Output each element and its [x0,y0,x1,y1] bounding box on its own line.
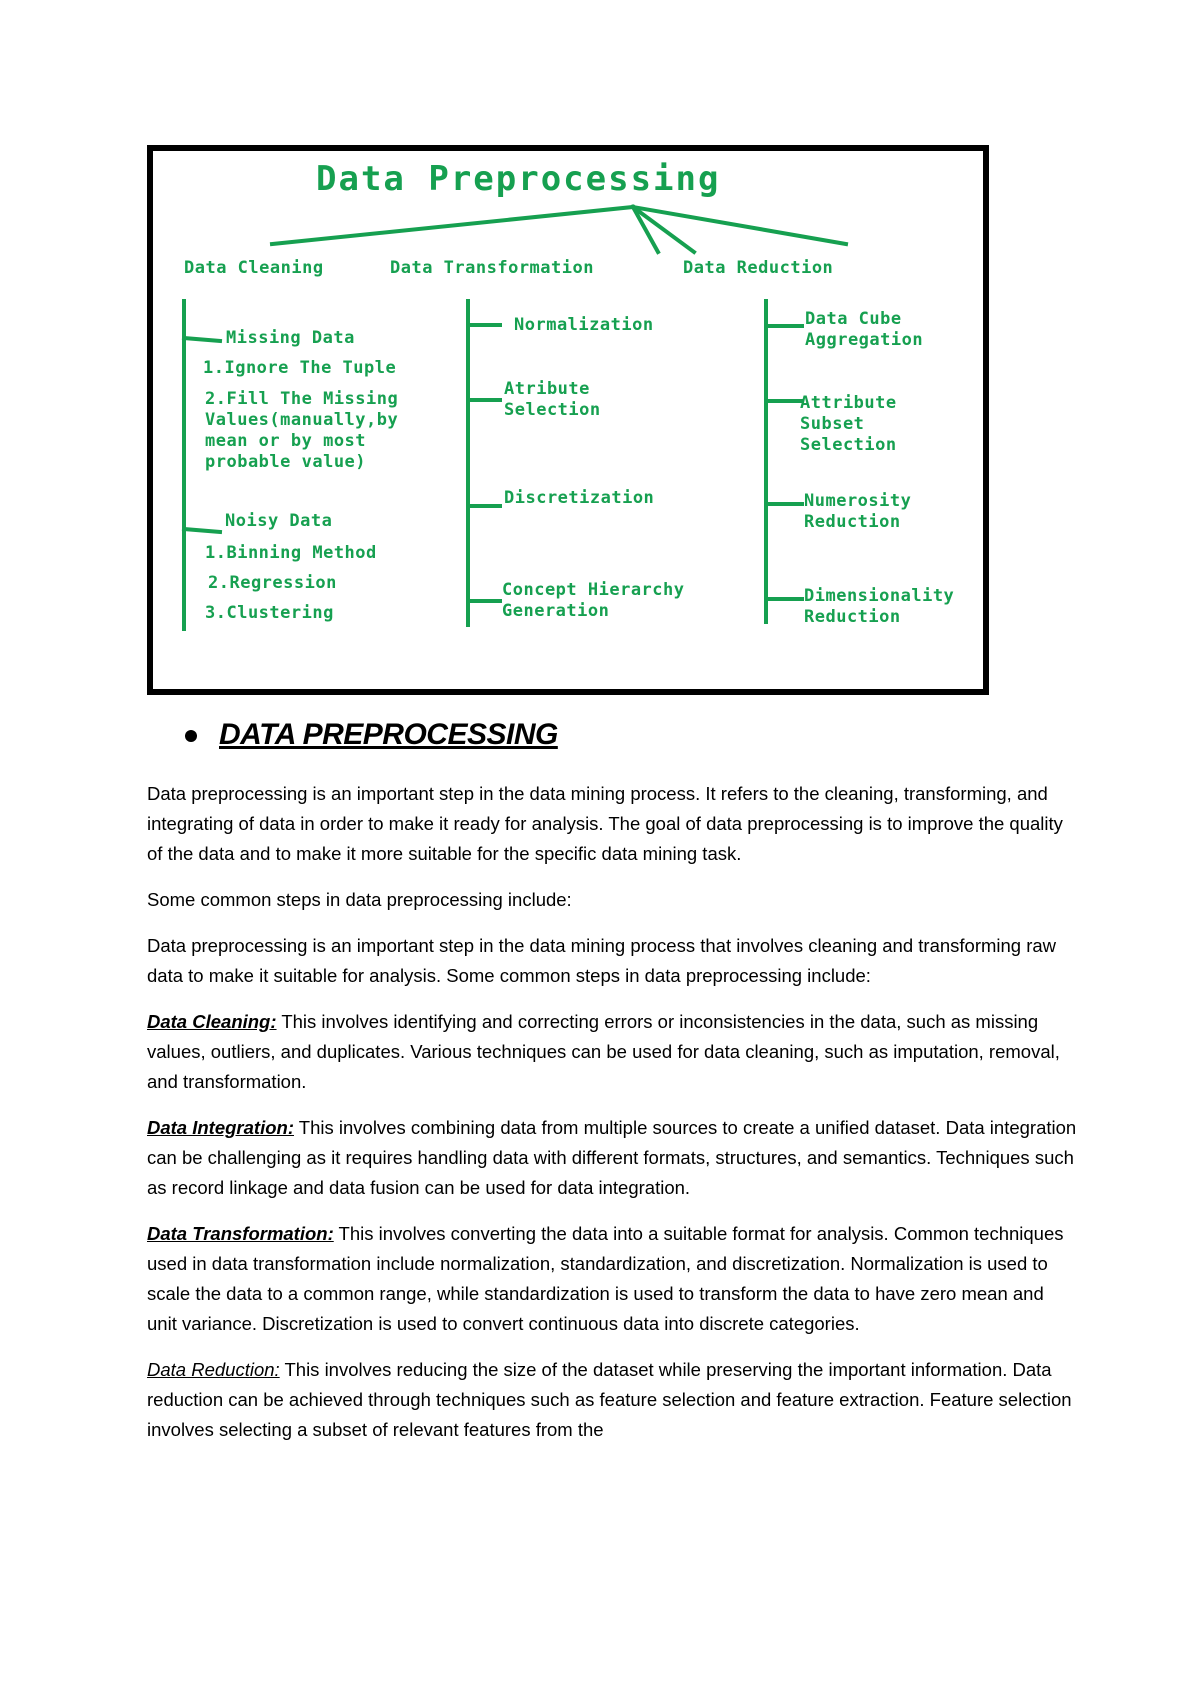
cleaning-noisy-data: Noisy Data [225,511,333,531]
connector-to-cleaning [272,207,633,244]
branch-data-reduction: Data Reduction [683,258,834,278]
transformation-attribute-selection: Atribute Selection [504,379,601,420]
text-data-transformation: This involves converting the data into a suitable format for analysis. Common techniques used in data transformation include normalization, standardization, and discretization. Normalization is used to scale the data to a common range, while standardization is used to transform the data to have zero mean and unit variance. Discretization is used to convert continuous data into discrete categories. [147,1223,1064,1334]
cleaning-missing-data: Missing Data [226,328,355,348]
cleaning-tick-noisy [184,529,220,532]
bullet-icon [185,730,197,742]
term-data-integration: Data Integration: [147,1117,294,1138]
transformation-discretization: Discretization [504,488,655,508]
text-data-integration: This involves combining data from multiple sources to create a unified dataset. Data integration can be challenging as it requires handling data with different formats, structures, and semantics. Techniques such as record linkage and data fusion can be used for data integration. [147,1117,1077,1198]
reduction-data-cube: Data Cube Aggregation [805,309,924,350]
paragraph-data-cleaning [147,1007,1077,1097]
cleaning-ignore-tuple: 1.Ignore The Tuple [203,358,397,378]
paragraph-intro: Data preprocessing is an important step in the data mining process. It refers to the cleaning, transforming, and integrating of data in order to make it ready for analysis. The goal of data preprocessing is to improve the quality of the data and to make it more suitable for the specific data mining task. [147,783,1063,864]
cleaning-binning-method: 1.Binning Method [205,543,377,563]
document-body [147,779,1077,1461]
paragraph-summary: Data preprocessing is an important step in the data mining process that involves cleaning and transforming raw data to make it suitable for analysis. Some common steps in data preprocessing include: [147,935,1057,986]
paragraph-common-steps: Some common steps in data preprocessing include: [147,889,572,910]
diagram-title: Data Preprocessing [316,159,721,199]
text-data-reduction: This involves reducing the size of the dataset while preserving the important information. Data reduction can be achieved through techniques such as feature selection and feature extraction. Feature selection involves selecting a subset of relevant features from the [147,1359,1072,1440]
branch-data-cleaning: Data Cleaning [184,258,324,278]
section-heading [185,718,558,752]
cleaning-regression: 2.Regression [208,573,337,593]
connector-to-reduction [633,207,846,244]
term-data-transformation: Data Transformation: [147,1223,334,1244]
branch-data-transformation: Data Transformation [390,258,594,278]
data-preprocessing-diagram [147,145,989,695]
cleaning-fill-missing: 2.Fill The Missing Values(manually,by mean or by most probable value) [205,389,399,472]
reduction-dimensionality: Dimensionality Reduction [804,586,955,627]
paragraph-data-integration [147,1113,1077,1203]
cleaning-clustering: 3.Clustering [205,603,334,623]
transformation-normalization: Normalization [514,315,654,335]
text-data-cleaning: This involves identifying and correcting errors or inconsistencies in the data, such as missing values, outliers, and duplicates. Various techniques can be used for data cleaning, such as imputation, removal, and transformation. [147,1011,1060,1092]
reduction-numerosity: Numerosity Reduction [804,491,912,532]
term-data-reduction: Data Reduction: [147,1359,280,1380]
paragraph-data-reduction [147,1355,1077,1445]
cleaning-tick-missing [184,338,220,341]
transformation-concept-hierarchy: Concept Hierarchy Generation [502,580,685,621]
reduction-attribute-subset: Attribute Subset Selection [800,393,897,455]
paragraph-data-transformation [147,1219,1077,1339]
heading-text: DATA PREPROCESSING [219,718,558,751]
term-data-cleaning: Data Cleaning: [147,1011,277,1032]
